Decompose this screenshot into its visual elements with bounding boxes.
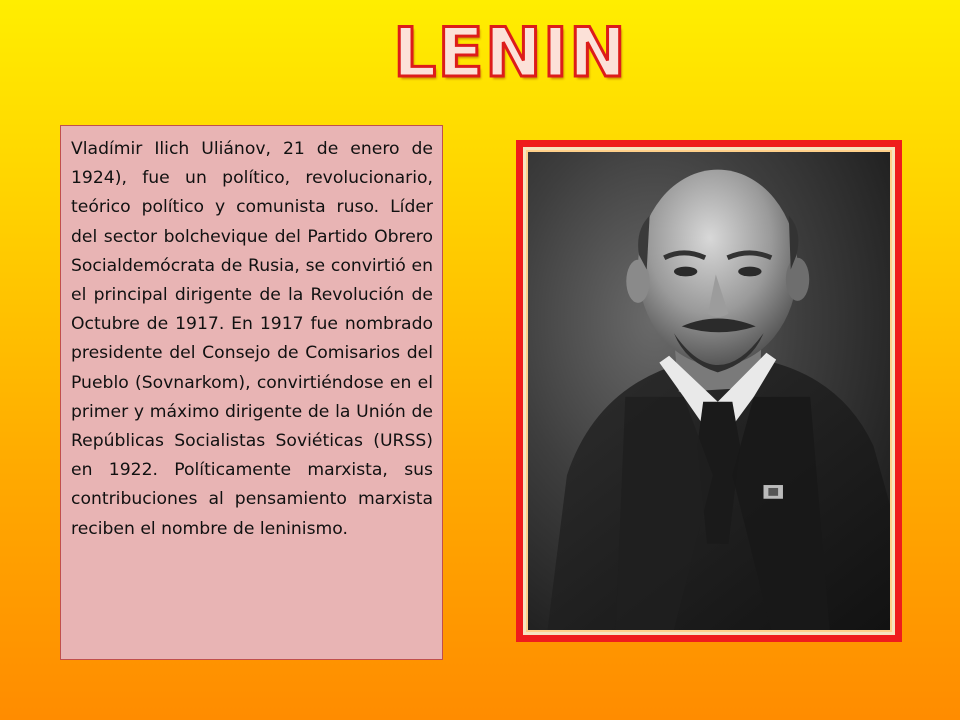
biography-text-box [60,125,443,660]
portrait-image [528,152,890,630]
biography-text: Vladímir Ilich Uliánov, 21 de enero de 1924), fue un político, revolucionario, teórico político y comunista ruso. Líder del sector bolchevique del Partido Obrero Socialdemócrata de Rusia, se convirtió en el principal dirigente de la Revolución de Octubre de 1917. En 1917 fue nombrado presidente del Consejo de Comisarios del Pueblo (Sovnarkom), convirtiéndose en el primer y máximo dirigente de la Unión de Repúblicas Socialistas Soviéticas (URSS) en 1922. Políticamente marxista, sus contribuciones al pensamiento marxista reciben el nombre de leninismo. [71,139,433,539]
portrait-photo [526,150,892,632]
slide-title: LENIN [393,14,627,93]
portrait-frame [516,140,902,642]
